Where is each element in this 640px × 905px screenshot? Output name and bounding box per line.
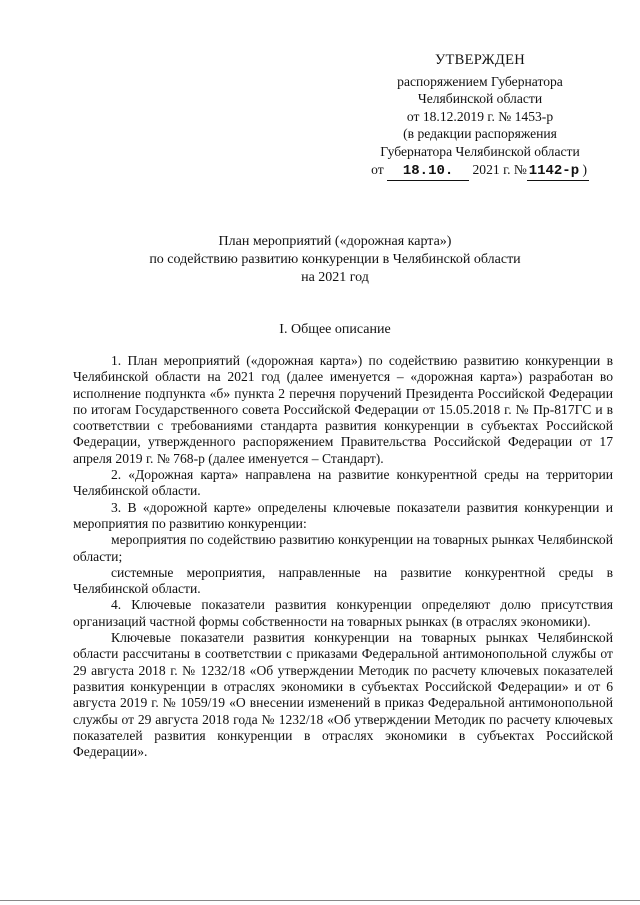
approval-number-handwritten: 1142-р <box>528 162 580 179</box>
section-heading: I. Общее описание <box>279 322 391 337</box>
approval-line-5: Губернатора Челябинской области <box>380 143 580 159</box>
approval-closing-paren: ) <box>582 161 588 177</box>
approval-year-text: 2021 г. № <box>472 161 527 177</box>
approval-line-1: распоряжением Губернатора <box>397 73 563 89</box>
paragraph-5: Ключевые показатели развития конкуренции на товарных рынках Челябинской области рассчитаны в соответствии с приказами Федеральной антимонопольной службы от 29 августа 2018 г. № 1232/18 «Об утверждении Методик по расчету ключевых показателей развития конкуренции в отраслях экономики в субъектах Российской Федерации» и от 6 августа 2019 г. № 1059/19 «О внесении изменений в приказ Федеральной антимонопольной службы от 29 августа 2018 года № 1232/18 «Об утверждении Методик по расчету ключевых показателей развития конкуренции в отраслях экономики в субъектах Российской Федерации». <box>73 630 613 760</box>
approval-date-field <box>387 161 469 182</box>
approval-line-4: (в редакции распоряжения <box>403 126 557 142</box>
approval-heading: УТВЕРЖДЕН <box>434 52 526 68</box>
paragraph-3-item-1: мероприятия по содействию развитию конкуренции на товарных рынках Челябинской области; <box>73 532 613 564</box>
approval-date-line <box>360 161 600 182</box>
paragraph-3-item-2: системные мероприятия, направленные на развитие конкурентной среды в Челябинской области. <box>73 564 613 597</box>
approval-number-field <box>527 161 589 182</box>
document-body <box>73 353 613 760</box>
document-title-line-1: План мероприятий («дорожная карта») <box>218 234 452 249</box>
approval-from-prefix: от <box>371 161 384 177</box>
document-title-line-2: по содействию развитию конкуренции в Челябинской области <box>149 252 521 268</box>
paragraph-2: 2. «Дорожная карта» направлена на развитие конкурентной среды на территории Челябинской области. <box>73 467 613 499</box>
approval-line-2: Челябинской области <box>417 91 543 107</box>
paragraph-1: 1. План мероприятий («дорожная карта») по содействию развитию конкуренции в Челябинской области на 2021 год (далее именуется – «дорожная карта») разработан во исполнение подпункта «б» пункта 2 перечня поручений Президента Российской Федерации по итогам Государственного совета Российской Федерации от 15.05.2018 г. № Пр-817ГС и в соответствии с требованиями стандарта развития конкуренции в субъектах Российской Федерации, утвержденного распоряжением Правительства Российской Федерации от 17 апреля 2019 г. № 768-р (далее именуется – Стандарт). <box>73 353 613 466</box>
document-title <box>40 233 630 288</box>
page-bottom-rule <box>0 900 640 901</box>
approval-stamp-block <box>360 52 600 181</box>
document-title-line-3: на 2021 год <box>301 270 369 286</box>
paragraph-3: 3. В «дорожной карте» определены ключевые показатели развития конкуренции и мероприятия по развитию конкуренции: <box>73 499 613 531</box>
approval-line-3: от 18.12.2019 г. № 1453-р <box>406 108 554 124</box>
paragraph-4: 4. Ключевые показатели развития конкуренции определяют долю присутствия организаций частной формы собственности на товарных рынках (в отраслях экономики). <box>73 597 613 629</box>
approval-date-handwritten: 18.10. <box>402 162 454 179</box>
